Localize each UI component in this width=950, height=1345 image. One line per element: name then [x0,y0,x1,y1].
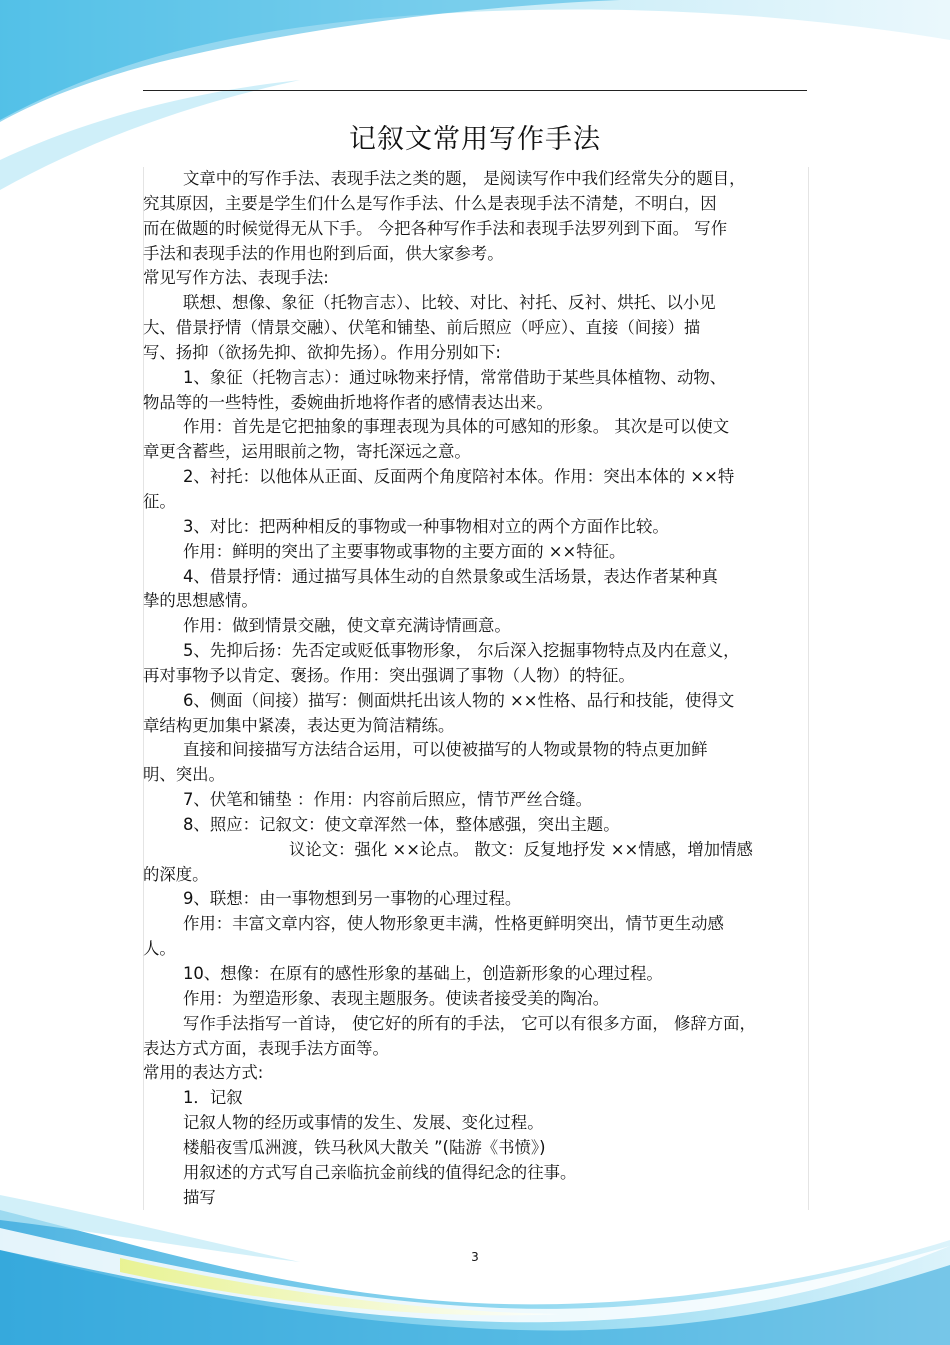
text-line: 作用：做到情景交融，使文章充满诗情画意。 [183,616,511,636]
text-line: 7、伏笔和铺垫 ：作用：内容前后照应，情节严丝合缝。 [183,790,593,810]
text-line: 章结构更加集中紧凑，表达更为简洁精练。 [143,715,455,735]
text-line: 究其原因，主要是学生们什么是写作手法、什么是表现手法不清楚，不明白，因 [143,193,717,213]
document-title: 记叙文常用写作手法 [349,124,601,155]
text-line: 作用：首先是它把抽象的事理表现为具体的可感知的形象。 其次是可以使文 [183,417,730,437]
section-heading: 常用的表达方式: [143,1063,264,1083]
text-line: 表达方式方面，表现手法方面等。 [143,1038,389,1058]
text-line: 再对事物予以肯定、褒扬。作用：突出强调了事物（人物）的特征。 [143,665,635,685]
text-line: 描写 [183,1187,216,1207]
page-number: 3 [471,1250,479,1264]
header-rule [143,90,807,91]
text-line: 文章中的写作手法、表现手法之类的题， 是阅读写作中我们经常失分的题目， [183,169,746,188]
text-line: 3、对比：把两种相反的事物或一种事物相对立的两个方面作比较。 [183,516,669,536]
text-line: 9、联想：由一事物想到另一事物的心理过程。 [183,889,522,909]
text-line: 作用：鲜明的突出了主要事物或事物的主要方面的 ××特征。 [183,541,626,561]
text-line: 物品等的一些特性，委婉曲折地将作者的感情表达出来。 [143,392,553,412]
text-line: 章更含蓄些，运用眼前之物，寄托深远之意。 [143,442,471,462]
text-line: 作用：为塑造形象、表现主题服务。使读者接受美的陶冶。 [183,988,610,1008]
text-line: 手法和表现手法的作用也附到后面，供大家参考。 [143,243,504,263]
text-line: 作用：丰富文章内容，使人物形象更丰满，性格更鲜明突出，情节更生动感 [183,914,724,934]
text-line: 8、照应：记叙文：使文章浑然一体，整体感强，突出主题。 [183,814,620,834]
text-line: 6、侧面（间接）描写：侧面烘托出该人物的 ××性格、品行和技能，使得文 [183,690,735,710]
text-line: 写、扬抑（欲扬先抑、欲抑先扬）。作用分别如下: [143,342,501,362]
text-line: 楼船夜雪瓜洲渡，铁马秋风大散关 ”(陆游《书愤》) [183,1137,546,1157]
text-line: 明、突出。 [143,765,225,785]
text-line: 议论文：强化 ××论点。 散文：反复地抒发 ××情感，增加情感 [289,839,753,859]
text-line: 用叙述的方式写自己亲临抗金前线的值得纪念的往事。 [183,1162,577,1182]
text-line: 征。 [143,491,176,511]
text-line: 大、借景抒情（情景交融）、伏笔和铺垫、前后照应（呼应）、直接（间接）描 [143,318,701,338]
text-line: 记叙人物的经历或事情的发生、发展、变化过程。 [183,1113,544,1133]
text-line: 联想、想像、象征（托物言志）、比较、对比、衬托、反衬、烘托、以小见 [183,293,716,313]
text-line: 1、象征（托物言志）：通过咏物来抒情，常常借助于某些具体植物、动物、 [183,367,727,387]
text-line: 的深度。 [143,864,209,884]
text-line: 1．记叙 [183,1088,243,1108]
text-line: 2、衬托：以他体从正面、反面两个角度陪衬本体。作用：突出本体的 ××特 [183,467,735,487]
text-line: 直接和间接描写方法结合运用，可以使被描写的人物或景物的特点更加鲜 [183,740,708,760]
text-line: 10、想像：在原有的感性形象的基础上，创造新形象的心理过程。 [183,964,663,983]
document-body [143,167,807,1210]
text-line: 而在做题的时候觉得无从下手。 今把各种写作手法和表现手法罗列到下面。 写作 [143,218,728,238]
text-line: 人。 [143,939,176,959]
text-line: 4、借景抒情：通过描写具体生动的自然景象或生活场景，表达作者某种真 [183,566,718,586]
text-line: 挚的思想感情。 [143,591,258,611]
text-line: 写作手法指写一首诗， 使它好的所有的手法， 它可以有很多方面， 修辞方面， [183,1013,756,1033]
text-line: 5、先抑后扬：先否定或贬低事物形象， 尔后深入挖掘事物特点及内在意义， [183,641,740,661]
section-heading: 常见写作方法、表现手法: [143,268,329,288]
